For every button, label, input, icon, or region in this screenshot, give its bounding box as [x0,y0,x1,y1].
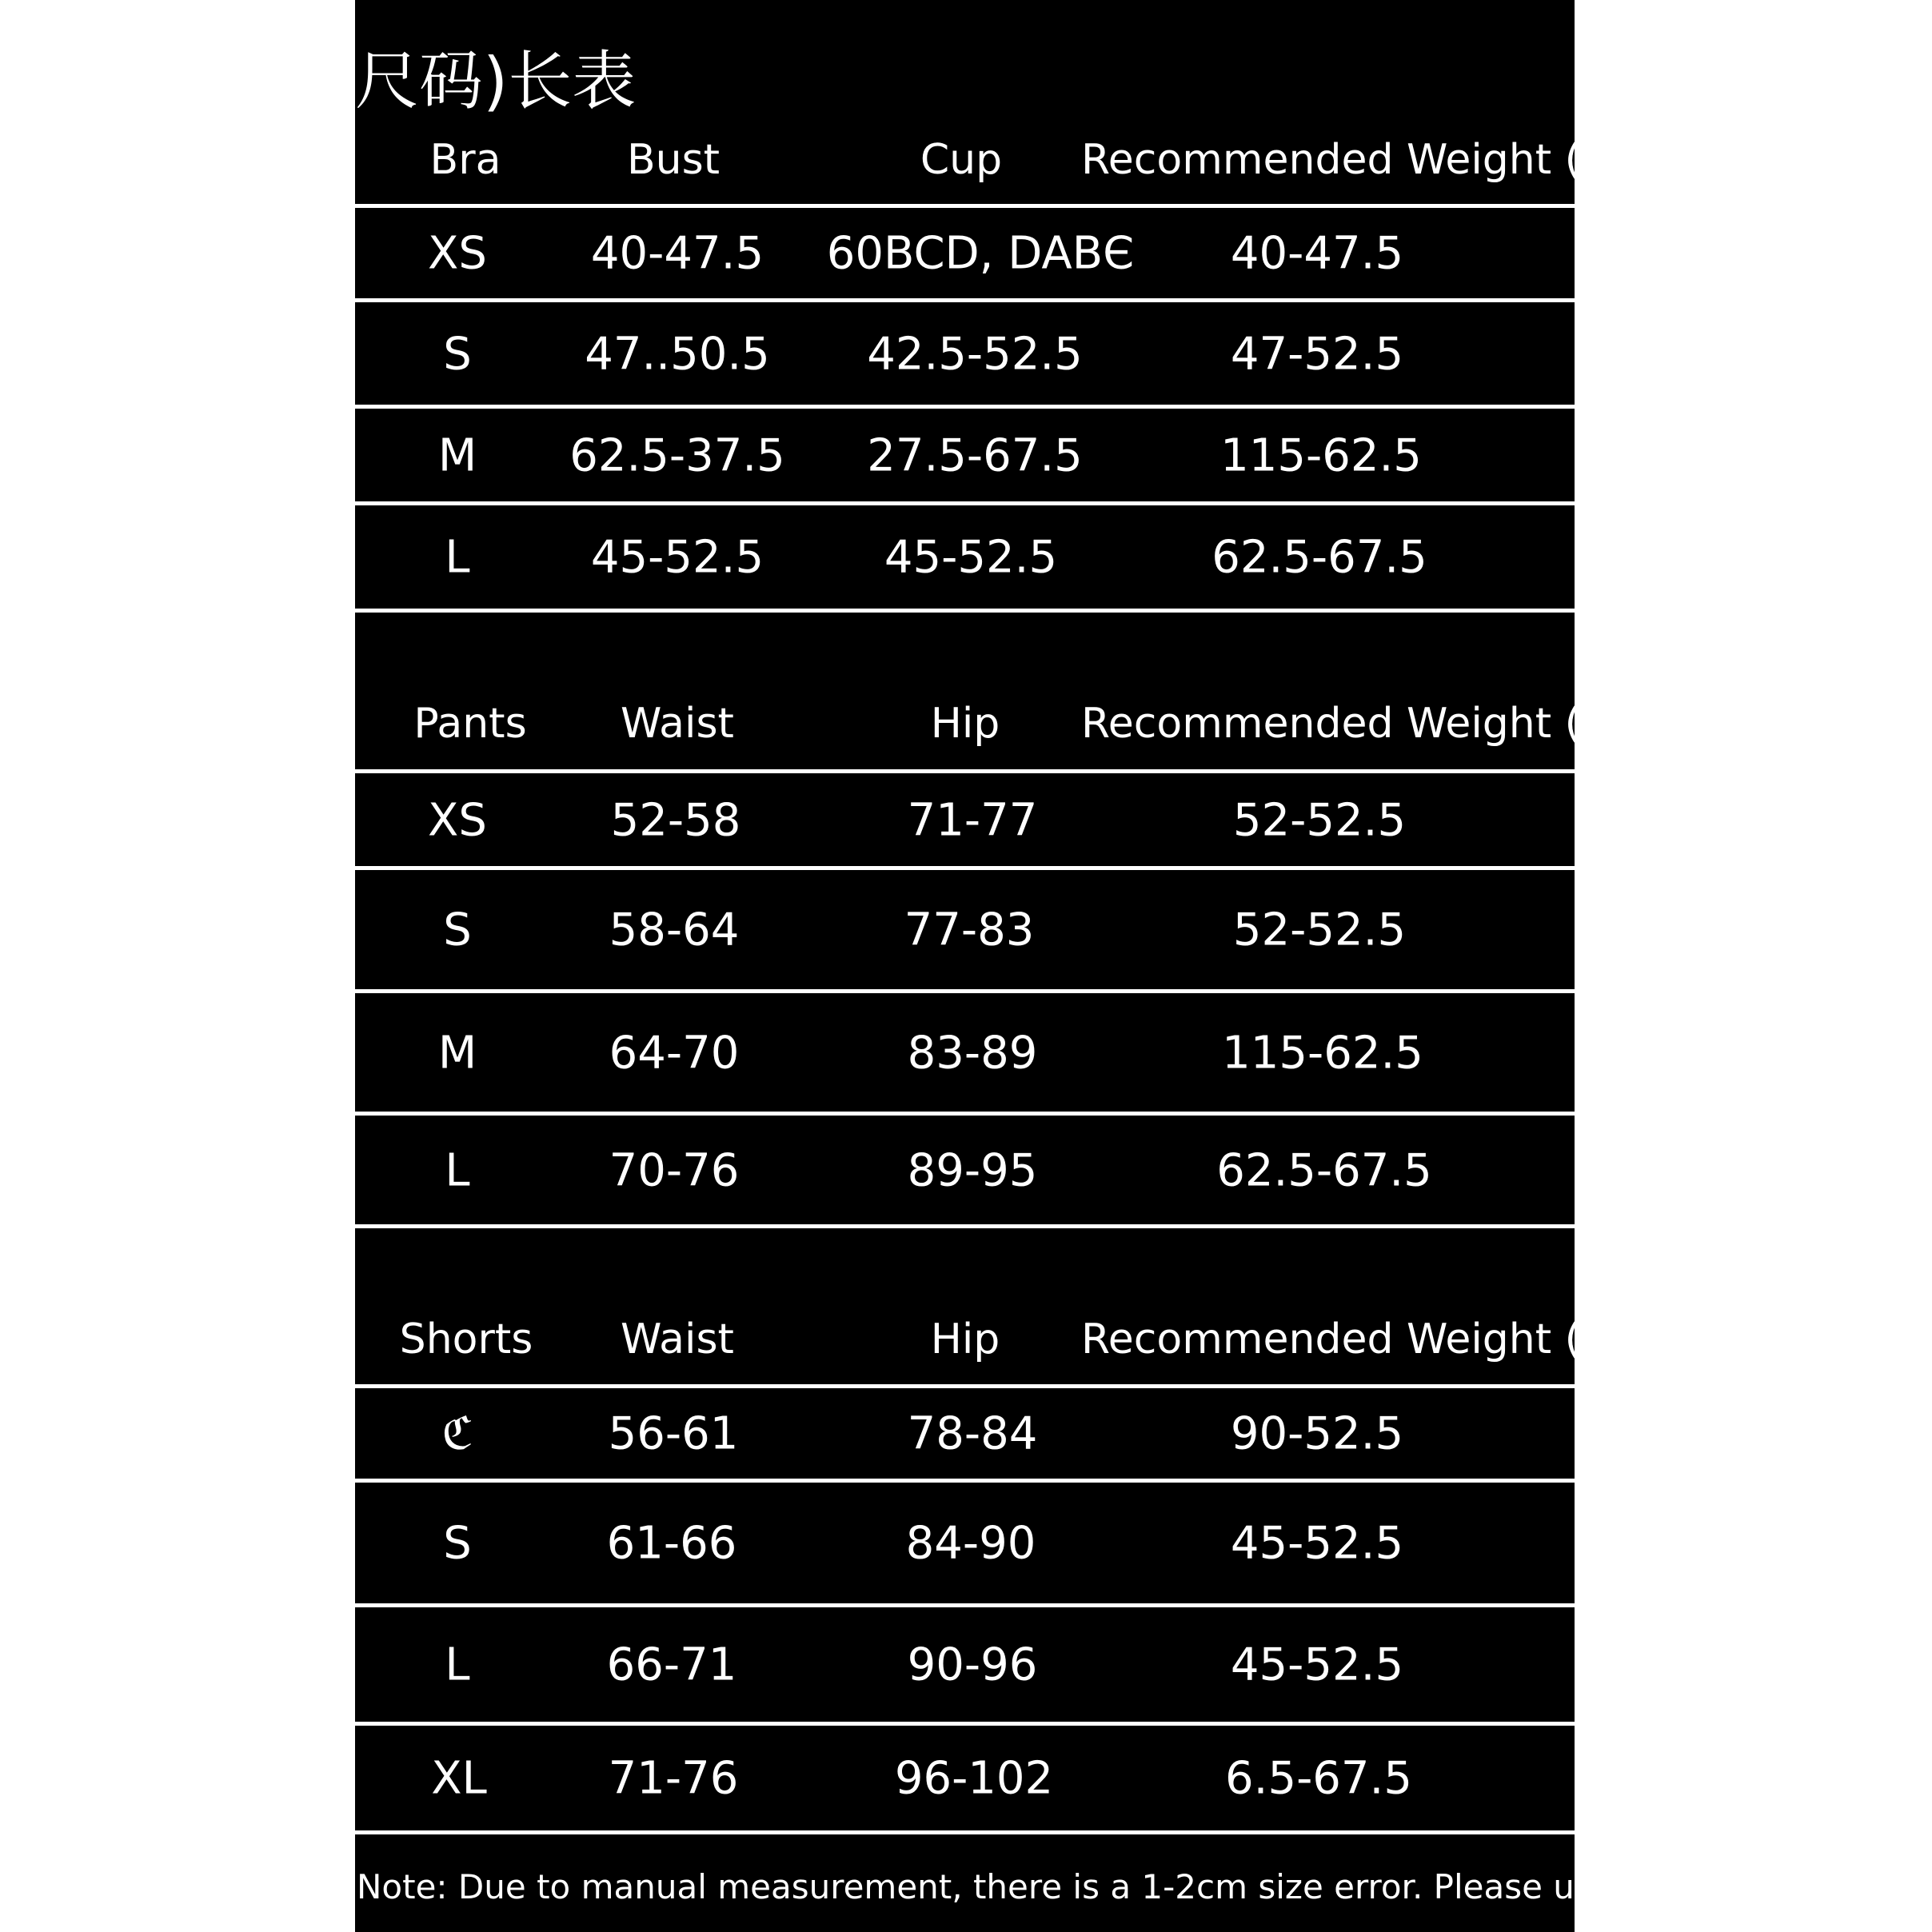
pants-header-row [355,688,1648,760]
weight-cell: 47-52.5 [1230,328,1404,380]
waist-cell: 71-76 [608,1752,739,1805]
table-row [355,409,1575,501]
size-chart-panel [355,0,1648,1932]
size-cell: L [445,1639,470,1691]
shorts-header-row [355,1303,1648,1375]
waist-cell: 56-61 [608,1407,739,1460]
header-weight: Recommended Weight (kg) [1081,700,1648,748]
size-cell: S [443,328,472,380]
table-row [355,994,1575,1112]
size-cell: L [445,1144,470,1196]
divider [355,1112,1575,1116]
header-bra: Bra [429,136,501,184]
hip-cell: 77-83 [904,904,1035,956]
waist-cell: 52-58 [610,794,741,846]
weight-cell: 6.5-67.5 [1225,1752,1412,1805]
divider [355,1603,1575,1607]
divider [355,1479,1575,1483]
header-waist: Waist [621,1315,734,1363]
size-cell: S [443,904,472,956]
measurement-note: Note: Due to manual measurement, there is a 1-2cm size error. Please un [357,1867,1596,1906]
size-cell: XS [428,227,487,280]
header-weight: Recommended Weight (kg) [1081,1315,1648,1363]
header-hip: Hip [930,1315,1000,1363]
hip-cell: 71-77 [907,794,1038,846]
bra-header-row [355,124,1648,196]
size-cell: M [437,429,477,481]
waist-cell: 70-76 [609,1144,740,1196]
header-bust: Bust [626,136,721,184]
weight-cell: 62.5-67.5 [1216,1144,1432,1196]
divider [355,1722,1575,1726]
divider [355,405,1575,409]
waist-cell: 64-70 [609,1027,740,1079]
hip-cell: 90-96 [907,1639,1038,1691]
divider [355,769,1575,773]
weight-cell: 52-52.5 [1232,904,1407,956]
cup-cell: 27.5-67.5 [867,429,1083,481]
bust-cell: 45-52.5 [590,531,764,584]
weight-cell: 45-52.5 [1230,1517,1404,1570]
table-row [355,303,1575,405]
header-pants: Pants [413,700,527,748]
header-hip: Hip [930,700,1000,748]
divider [355,1830,1575,1834]
divider [355,501,1575,505]
table-row [355,1483,1575,1603]
waist-cell: 61-66 [606,1517,737,1570]
divider [355,1224,1575,1228]
table-row [355,1608,1575,1722]
table-row [355,209,1575,298]
header-cup: Cup [920,136,1003,184]
divider [355,204,1575,208]
table-row [355,1116,1575,1224]
divider [355,989,1575,993]
header-weight: Recommended Weight (kg) [1081,136,1648,184]
size-cell: ℭ [441,1407,473,1460]
cup-cell: 45-52.5 [884,531,1058,584]
hip-cell: 78-84 [907,1407,1038,1460]
weight-cell: 115-62.5 [1220,429,1422,481]
table-row [355,506,1575,609]
hip-cell: 89-95 [907,1144,1038,1196]
weight-cell: 62.5-67.5 [1211,531,1427,584]
divider [355,866,1575,870]
size-cell: XS [428,794,487,846]
waist-cell: 58-64 [609,904,740,956]
cup-cell: 60BCD, DABЄ [826,227,1135,280]
bust-cell: 47..50.5 [585,328,770,380]
divider [355,1384,1575,1388]
size-cell: M [437,1027,477,1079]
header-shorts: Shorts [399,1315,533,1363]
weight-cell: 90-52.5 [1230,1407,1404,1460]
waist-cell: 66-71 [606,1639,737,1691]
table-row [355,1726,1575,1830]
size-cell: L [445,531,470,584]
bust-cell: 40-47.5 [590,227,764,280]
table-row [355,1389,1575,1479]
chart-title: 尺码)长表 [355,44,637,118]
weight-cell: 115-62.5 [1222,1027,1423,1079]
divider [355,298,1575,302]
weight-cell: 45-52.5 [1230,1639,1404,1691]
hip-cell: 84-90 [905,1517,1036,1570]
weight-cell: 40-47.5 [1230,227,1404,280]
hip-cell: 96-102 [894,1752,1054,1805]
size-cell: XL [431,1752,487,1805]
size-cell: S [443,1517,472,1570]
header-waist: Waist [621,700,734,748]
table-row [355,871,1575,989]
table-row [355,774,1575,866]
cup-cell: 42.5-52.5 [867,328,1083,380]
weight-cell: 52-52.5 [1232,794,1407,846]
divider [355,609,1575,613]
hip-cell: 83-89 [907,1027,1038,1079]
bust-cell: 62.5-37.5 [569,429,785,481]
